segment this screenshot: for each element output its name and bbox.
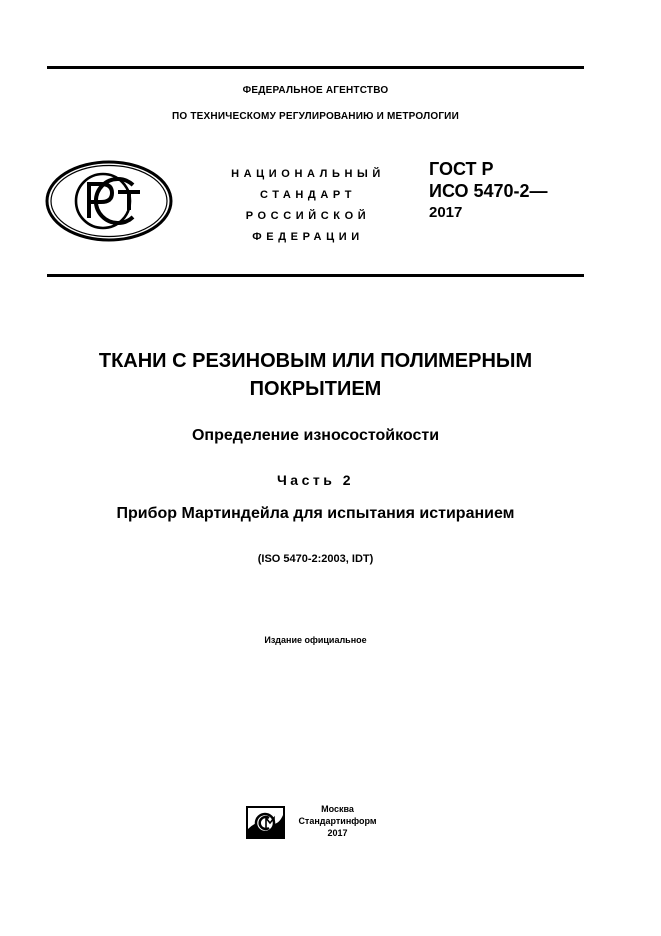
top-rule [47,66,584,69]
national-standard-line: РОССИЙСКОЙ [245,210,371,222]
part-number: Часть 2 [276,472,355,488]
rst-certification-mark-icon [45,160,173,242]
part-title: Прибор Мартиндейла для испытания истиранием [116,505,515,522]
publisher-block [290,803,385,839]
agency-line-2: ПО ТЕХНИЧЕСКОМУ РЕГУЛИРОВАНИЮ И МЕТРОЛОГИИ [172,111,459,122]
publisher-year: 2017 [327,828,348,838]
document-title [47,347,584,403]
standard-designation [429,158,548,224]
bottom-rule [47,274,584,277]
standartinform-logo-icon [246,806,285,839]
document-subtitle: Определение износостойкости [191,427,440,444]
publisher-city: Москва [321,804,354,814]
national-standard-line: СТАНДАРТ [259,189,357,201]
agency-line-1: ФЕДЕРАЛЬНОЕ АГЕНТСТВО [242,85,389,96]
iso-reference: (ISO 5470-2:2003, IDT) [257,553,374,565]
title-line-2: ПОКРЫТИЕМ [249,378,382,400]
designation-line-1: ГОСТ Р [429,159,494,179]
title-line-1: ТКАНИ С РЕЗИНОВЫМ ИЛИ ПОЛИМЕРНЫМ [98,350,533,372]
national-standard-line: НАЦИОНАЛЬНЫЙ [231,168,385,180]
designation-year: 2017 [429,204,463,221]
edition-note: Издание официальное [264,635,367,645]
publisher-name: Стандартинформ [298,816,377,826]
national-standard-label [213,164,403,248]
national-standard-line: ФЕДЕРАЦИИ [252,231,364,243]
designation-line-2: ИСО 5470-2— [429,181,548,201]
